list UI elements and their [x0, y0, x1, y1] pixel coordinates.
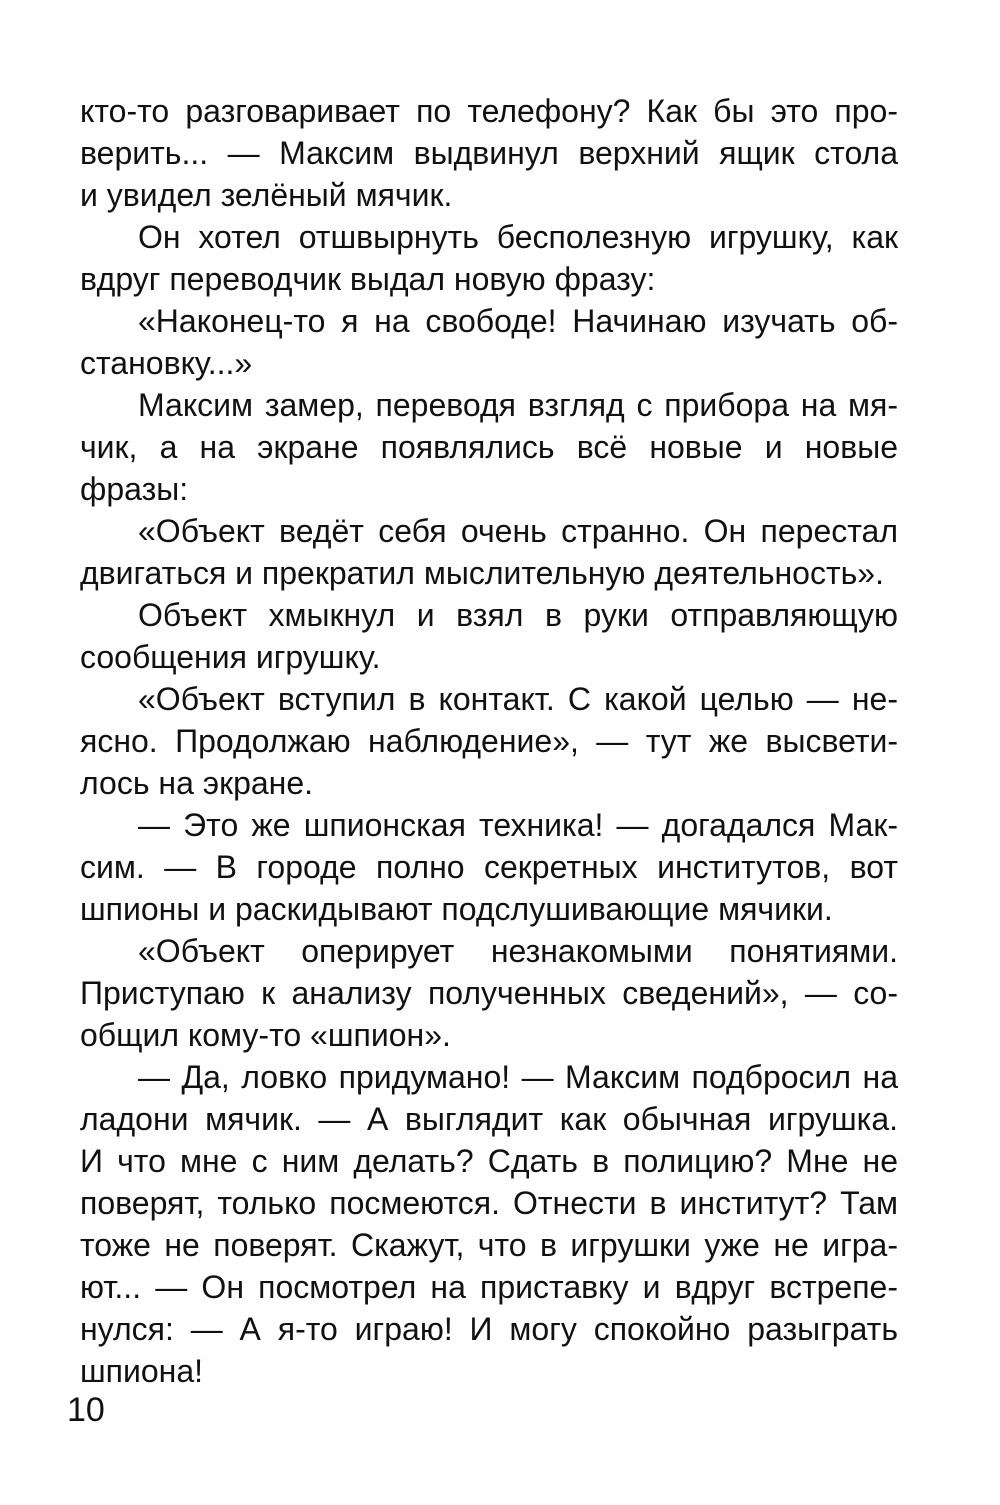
text-line: сообщения игрушку. — [80, 639, 381, 675]
text-line: вдруг переводчик выдал новую фразу: — [80, 261, 656, 297]
text-line: лось на экране. — [80, 765, 314, 801]
paragraph — [80, 510, 898, 594]
text-line: и увидел зелёный мячик. — [80, 177, 453, 213]
paragraph — [80, 90, 898, 216]
paragraph — [80, 216, 898, 300]
text-line: Объект хмыкнул и взял в руки отправляющую — [138, 597, 898, 633]
text-line: сим. — В городе полно секретных институтов, вот — [80, 849, 898, 885]
text-line: Он хотел отшвырнуть бесполезную игрушку, как — [138, 219, 898, 255]
paragraph — [80, 930, 898, 1056]
text-line: верить... — Максим выдвинул верхний ящик стола — [80, 135, 898, 171]
text-line: ют... — Он посмотрел на приставку и вдруг встрепе- — [80, 1269, 898, 1305]
text-line: нулся: — А я-то играю! И могу спокойно разыграть — [80, 1311, 898, 1347]
paragraph — [80, 594, 898, 678]
paragraph — [80, 1056, 898, 1392]
text-line: кто-то разговаривает по телефону? Как бы это про- — [80, 93, 898, 129]
paragraph — [80, 804, 898, 930]
text-line: Максим замер, переводя взгляд с прибора на мя- — [138, 387, 898, 423]
page-text-block — [80, 90, 898, 1392]
paragraph — [80, 384, 898, 510]
text-line: шпионы и раскидывают подслушивающие мячики. — [80, 891, 833, 927]
text-line: становку...» — [80, 345, 253, 381]
text-line: И что мне с ним делать? Сдать в полицию? Мне не — [80, 1143, 898, 1179]
text-line: — Да, ловко придумано! — Максим подбросил на — [138, 1059, 898, 1095]
text-line: «Объект ведёт себя очень странно. Он перестал — [138, 513, 898, 549]
text-line: — Это же шпионская техника! — догадался Мак- — [138, 807, 898, 843]
text-line: поверят, только посмеются. Отнести в институт? Там — [80, 1185, 898, 1221]
paragraph — [80, 678, 898, 804]
text-line: ладони мячик. — А выглядит как обычная игрушка. — [80, 1101, 898, 1137]
text-line: «Объект вступил в контакт. С какой целью — не- — [138, 681, 898, 717]
text-line: общил кому-то «шпион». — [80, 1017, 451, 1053]
text-line: ясно. Продолжаю наблюдение», — тут же высвети- — [80, 723, 898, 759]
text-line: чик, а на экране появлялись всё новые и новые фразы: — [80, 429, 898, 507]
text-line: «Наконец-то я на свободе! Начинаю изучать об- — [138, 303, 898, 339]
text-line: тоже не поверят. Скажут, что в игрушки уже не игра- — [80, 1227, 898, 1263]
paragraph — [80, 300, 898, 384]
text-line: Приступаю к анализу полученных сведений», — со- — [80, 975, 898, 1011]
text-line: шпиона! — [80, 1353, 204, 1389]
page-number: 10 — [67, 1391, 105, 1429]
text-line: двигаться и прекратил мыслительную деятельность». — [80, 555, 884, 591]
text-line: «Объект оперирует незнакомыми понятиями. — [138, 933, 898, 969]
